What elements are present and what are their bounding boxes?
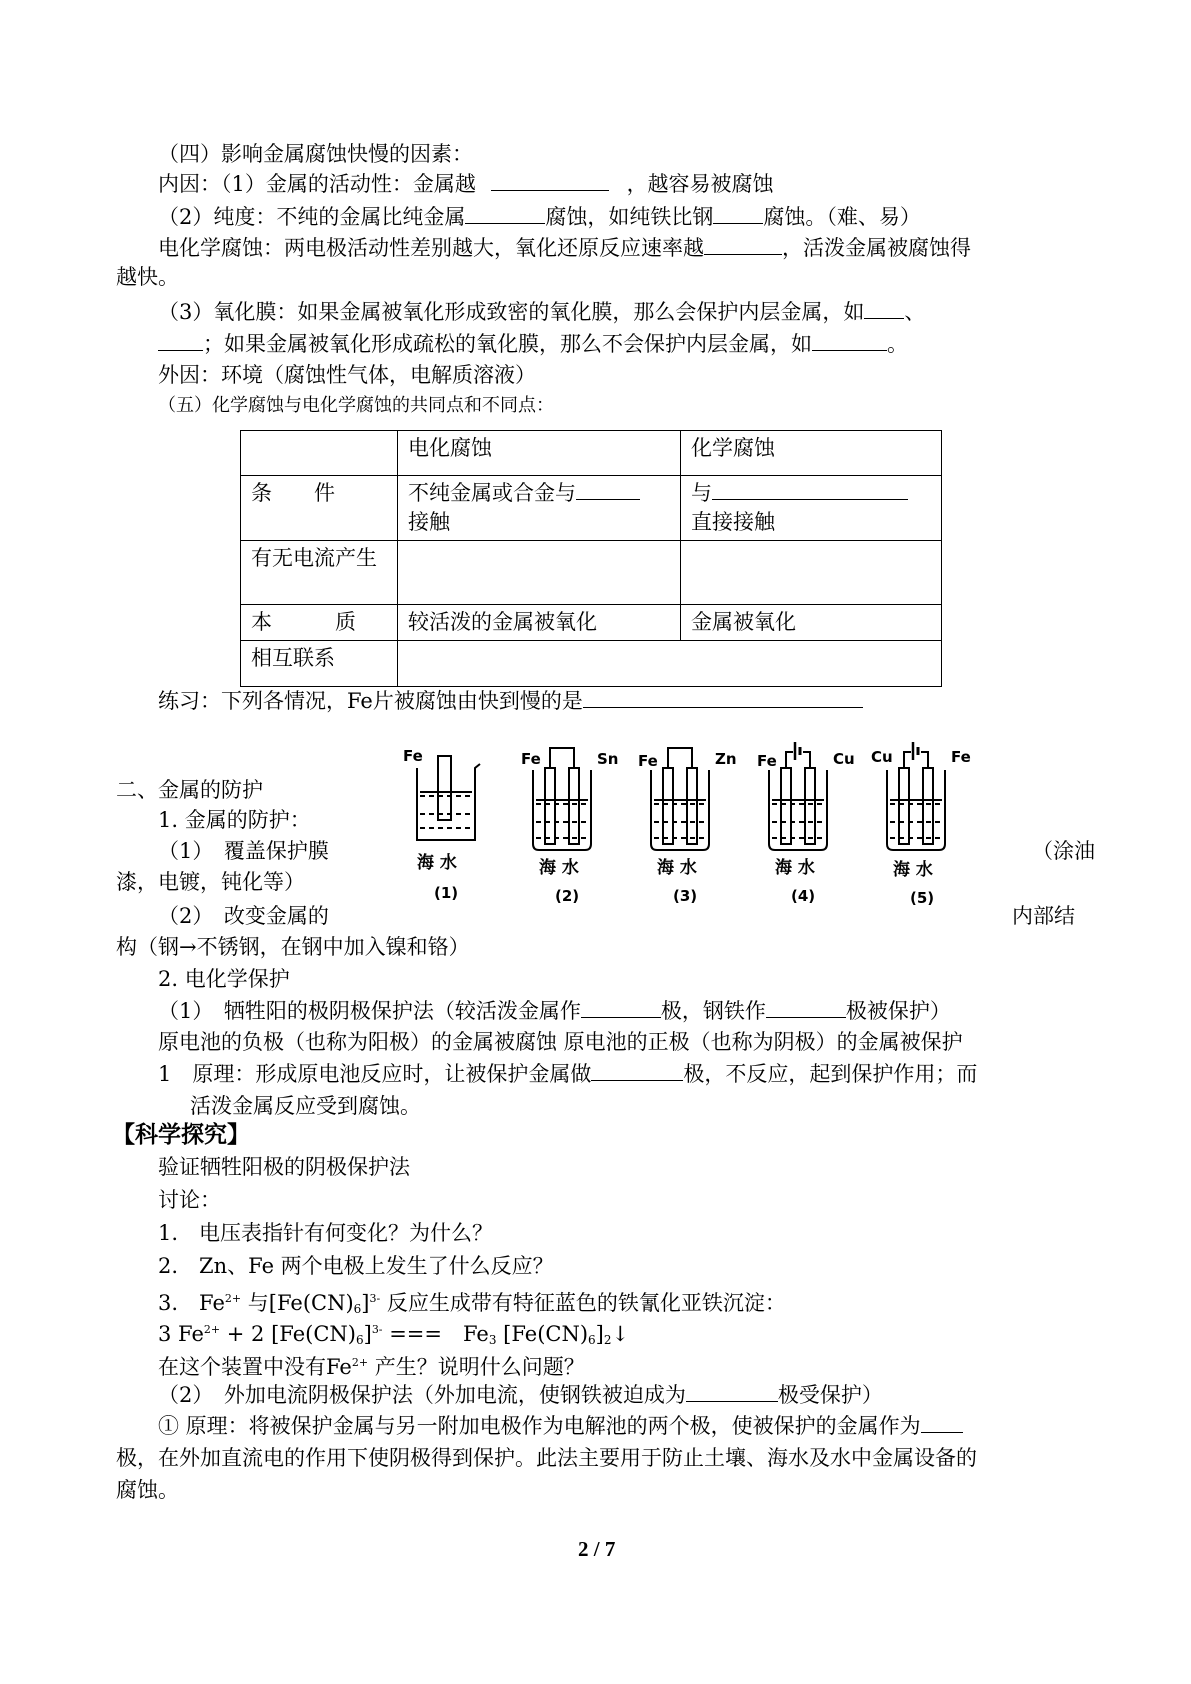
eq-ion-charge: 2+ — [203, 1323, 221, 1336]
eq-subscript-4: 2 — [603, 1333, 612, 1347]
cond-chem-text-2: 直接接触 — [691, 510, 775, 534]
echem-line — [158, 234, 971, 262]
external-current-text: （2） 外加电流阴极保护法（外加电流，使钢铁被迫成为 — [158, 1383, 686, 1407]
blank-external-current — [686, 1381, 778, 1402]
eq-complex-charge: 3- — [371, 1323, 383, 1336]
exercise-text: 练习：下列各情况，Fe片被腐蚀由快到慢的是 — [158, 689, 583, 713]
internal-factor-text: 内因：（1）金属的活动性：金属越 — [158, 172, 476, 196]
table-cell-condition-chem — [681, 476, 942, 541]
principle-cont: 活泼金属反应受到腐蚀。 — [190, 1094, 421, 1118]
table-header-chem: 化学腐蚀 — [681, 431, 942, 476]
eq-part-a: 3 Fe — [158, 1322, 204, 1346]
protection-item2-cont: 构（钢→不锈钢，在钢中加入镍和铬） — [116, 935, 470, 959]
eq-part-c: === Fe — [382, 1322, 489, 1346]
blank-oxide-2 — [158, 330, 203, 351]
question-2: 2. Zn、Fe 两个电极上发生了什么反应？ — [158, 1254, 554, 1278]
protection-item1: （1） 覆盖保护膜 — [158, 839, 329, 863]
exercise-line — [158, 687, 863, 715]
q3-part-c: ] — [361, 1291, 370, 1315]
oxide-separator: 、 — [904, 300, 926, 324]
table-cell-essence-chem: 金属被氧化 — [681, 605, 942, 641]
cond-chem-text: 与 — [691, 481, 712, 505]
internal-factor-tail: ，越容易被腐蚀 — [626, 172, 774, 196]
blank-purity-2 — [713, 203, 763, 224]
eq-subscript-3: 3 — [488, 1333, 497, 1347]
table-cell-condition-echem — [398, 476, 681, 541]
q3-complex-charge: 3- — [369, 1292, 381, 1305]
q3-subscript: 6 — [353, 1302, 362, 1316]
table-row-current: 有无电流产生 — [241, 541, 398, 605]
protection-item2-tail: 内部结 — [1012, 904, 1075, 928]
setup-3-left-label: Fe — [638, 752, 658, 770]
setup-3-right-label: Zn — [715, 750, 737, 768]
setup-2-left-label: Fe — [521, 750, 541, 768]
page-number: 2 / 7 — [578, 1537, 616, 1561]
setup-1-label: (1) — [434, 884, 459, 902]
protection-item2: （2） 改变金属的 — [158, 904, 329, 928]
q3-part-a: 3. Fe — [158, 1291, 225, 1315]
sacrificial-mid: 极，钢铁作 — [660, 999, 766, 1023]
setup-3 — [651, 748, 709, 850]
question-1: 1. 电压表指针有何变化？为什么？ — [158, 1221, 494, 1245]
ext-principle-end: 腐蚀。 — [116, 1478, 179, 1502]
setup-3-water: 海 水 — [657, 858, 697, 878]
setup-2 — [533, 748, 591, 850]
protection-item1-tail: （涂油 — [1032, 839, 1095, 863]
cond-echem-text: 不纯金属或合金与 — [408, 481, 576, 505]
echem-tail: ，活泼金属被腐蚀得 — [782, 236, 971, 260]
setup-4-water: 海 水 — [775, 858, 815, 878]
blank-cond-echem — [576, 479, 640, 500]
purity-text: （2）纯度：不纯的金属比纯金属 — [158, 205, 466, 229]
blank-principle — [591, 1060, 683, 1081]
blank-sacrificial-1 — [581, 997, 661, 1018]
setup-5-left-label: Cu — [871, 748, 893, 766]
principle-line — [158, 1060, 977, 1088]
eq-part-e: ] — [595, 1322, 604, 1346]
battery-line: 原电池的负极（也称为阳极）的金属被腐蚀 原电池的正极（也称为阴极）的金属被保护 — [158, 1030, 963, 1054]
setup-2-right-label: Sn — [597, 750, 619, 768]
sacrificial-tail: 极被保护） — [845, 999, 951, 1023]
setup-5-water: 海 水 — [893, 860, 933, 880]
setup-1 — [417, 756, 480, 840]
setup-5-right-label: Fe — [951, 748, 971, 766]
echem-text: 电化学腐蚀：两电极活动性差别越大，氧化还原反应速率越 — [158, 236, 704, 260]
eq-subscript-2: 6 — [588, 1333, 596, 1347]
table-cell-current-echem — [398, 541, 681, 605]
setup-4 — [769, 742, 827, 850]
blank-exercise — [583, 687, 863, 708]
blank-sacrificial-2 — [766, 997, 846, 1018]
eq-part-b: + 2 [Fe(CN) — [220, 1322, 356, 1346]
eq-bracket: ] — [363, 1322, 372, 1346]
internal-factor-line — [158, 170, 774, 198]
principle-text: 1 原理：形成原电池反应时，让被保护金属做 — [158, 1062, 592, 1086]
external-current-line — [158, 1381, 883, 1409]
blank-activity — [491, 170, 609, 191]
setup-5 — [887, 742, 945, 850]
protection-sub2: 2. 电化学保护 — [158, 967, 290, 991]
purity-line — [158, 203, 921, 231]
precipitate-arrow: ↓ — [611, 1322, 630, 1346]
ext-principle-cont: 极，在外加直流电的作用下使阴极得到保护。此法主要用于防止土壤、海水及水中金属设备的 — [116, 1446, 977, 1470]
external-factor: 外因：环境（腐蚀性气体，电解质溶液） — [158, 363, 536, 387]
q3-part-d: 反应生成带有特征蓝色的铁氰化亚铁沉淀： — [380, 1291, 786, 1315]
q3-part-b: 与[Fe(CN) — [241, 1291, 354, 1315]
setup-3-label: (3) — [673, 887, 698, 905]
echem-cont: 越快。 — [116, 265, 179, 289]
blank-ext-principle — [921, 1412, 963, 1433]
ext-principle-text: ① 原理：将被保护金属与另一附加电极作为电解池的两个极，使被保护的金属作为 — [158, 1414, 921, 1438]
oxide-text-2: ；如果金属被氧化形成疏松的氧化膜，那么不会保护内层金属，如 — [203, 332, 812, 356]
principle-tail: 极，不反应，起到保护作用；而 — [683, 1062, 978, 1086]
setup-1-water: 海 水 — [417, 853, 457, 873]
oxide-line-2 — [158, 330, 908, 358]
table-cell-current-chem — [681, 541, 942, 605]
eq-part-d: [Fe(CN) — [496, 1322, 589, 1346]
table-cell-essence-echem: 较活泼的金属被氧化 — [398, 605, 681, 641]
ext-principle-line — [158, 1412, 963, 1440]
blank-cond-chem — [712, 479, 908, 500]
setup-4-left-label: Fe — [757, 752, 777, 770]
corrosion-figure — [405, 740, 1015, 910]
q4-part-a: 在这个装置中没有Fe — [158, 1355, 352, 1379]
table-cell-relation — [398, 641, 942, 687]
setup-5-label: (5) — [910, 889, 935, 907]
blank-oxide-1 — [864, 298, 904, 319]
science-heading: 【科学探究】 — [112, 1121, 250, 1148]
setup-2-water: 海 水 — [539, 858, 579, 878]
purity-tail: 腐蚀。（难、易） — [763, 205, 921, 229]
protection-item1-cont: 漆，电镀，钝化等） — [116, 870, 305, 894]
table-row-essence: 本 质 — [241, 605, 398, 641]
sacrificial-text: （1） 牺牲阳的极阴极保护法（较活泼金属作 — [158, 999, 581, 1023]
q4-part-b: 产生？说明什么问题？ — [368, 1355, 585, 1379]
q3-ion-charge: 2+ — [224, 1292, 242, 1305]
q4-ion-charge: 2+ — [351, 1356, 369, 1369]
oxide-text: （3）氧化膜：如果金属被氧化形成致密的氧化膜，那么会保护内层金属，如 — [158, 300, 865, 324]
setup-4-right-label: Cu — [833, 750, 855, 768]
section-5-heading: （五）化学腐蚀与电化学腐蚀的共同点和不同点： — [158, 395, 554, 416]
protection-sub1: 1. 金属的防护： — [158, 808, 311, 832]
external-current-tail: 极受保护） — [777, 1383, 883, 1407]
table-row-condition: 条 件 — [241, 476, 398, 541]
protection-heading: 二、金属的防护 — [116, 778, 263, 802]
setup-1-left-label: Fe — [403, 747, 423, 765]
setup-2-label: (2) — [555, 887, 580, 905]
setup-4-label: (4) — [791, 887, 816, 905]
table-row-relation: 相互联系 — [241, 641, 398, 687]
purity-mid: 腐蚀，如纯铁比钢 — [545, 205, 714, 229]
cond-echem-text-2: 接触 — [408, 510, 450, 534]
blank-purity-1 — [465, 203, 545, 224]
table-corner — [241, 431, 398, 476]
blank-echem-rate — [704, 234, 782, 255]
oxide-line — [158, 298, 925, 326]
eq-subscript-1: 6 — [355, 1333, 364, 1347]
blank-oxide-3 — [812, 330, 887, 351]
discuss-label: 讨论： — [158, 1188, 221, 1212]
oxide-end: 。 — [887, 332, 908, 356]
sacrificial-line — [158, 997, 951, 1025]
comparison-table — [240, 430, 942, 687]
science-title: 验证牺牲阳极的阴极保护法 — [158, 1155, 410, 1179]
section-4-heading: （四）影响金属腐蚀快慢的因素： — [158, 142, 473, 166]
question-4 — [158, 1349, 585, 1381]
table-header-echem: 电化腐蚀 — [398, 431, 681, 476]
